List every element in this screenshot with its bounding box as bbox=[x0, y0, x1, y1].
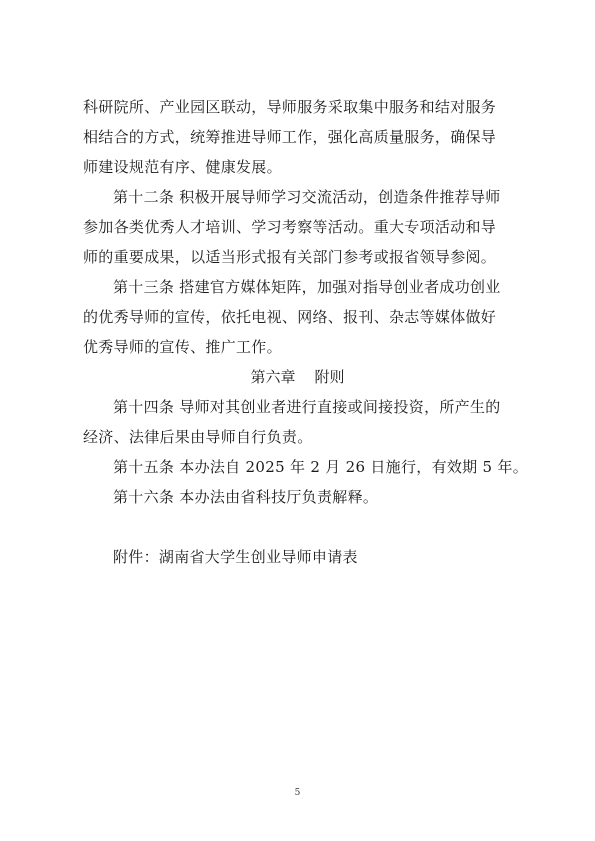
paragraph-line: 科研院所、产业园区联动，导师服务采取集中服务和结对服务 bbox=[83, 98, 497, 116]
chapter-heading: 第六章 附则 bbox=[250, 368, 345, 386]
paragraph-line: 的优秀导师的宣传，依托电视、网络、报刊、杂志等媒体做好 bbox=[83, 308, 497, 326]
page-number: 5 bbox=[294, 788, 301, 798]
attachment-line: 附件：湖南省大学生创业导师申请表 bbox=[113, 548, 358, 566]
paragraph-line: 相结合的方式，统筹推进导师工作，强化高质量服务，确保导 bbox=[83, 128, 497, 146]
article-15-line: 第十五条 本办法自 2025 年 2 月 26 日施行，有效期 5 年。 bbox=[113, 458, 529, 476]
article-12-line: 第十二条 积极开展导师学习交流活动，创造条件推荐导师 bbox=[113, 188, 501, 206]
paragraph-line: 师的重要成果，以适当形式报有关部门参考或报省领导参阅。 bbox=[83, 248, 497, 266]
paragraph-line: 师建设规范有序、健康发展。 bbox=[83, 158, 282, 176]
paragraph-line: 优秀导师的宣传、推广工作。 bbox=[83, 338, 282, 356]
paragraph-line: 经济、法律后果由导师自行负责。 bbox=[83, 428, 313, 446]
article-13-line: 第十三条 搭建官方媒体矩阵，加强对指导创业者成功创业 bbox=[113, 278, 501, 296]
paragraph-line: 参加各类优秀人才培训、学习考察等活动。重大专项活动和导 bbox=[83, 218, 497, 236]
article-14-line: 第十四条 导师对其创业者进行直接或间接投资，所产生的 bbox=[113, 398, 501, 416]
article-16-line: 第十六条 本办法由省科技厅负责解释。 bbox=[113, 488, 379, 506]
